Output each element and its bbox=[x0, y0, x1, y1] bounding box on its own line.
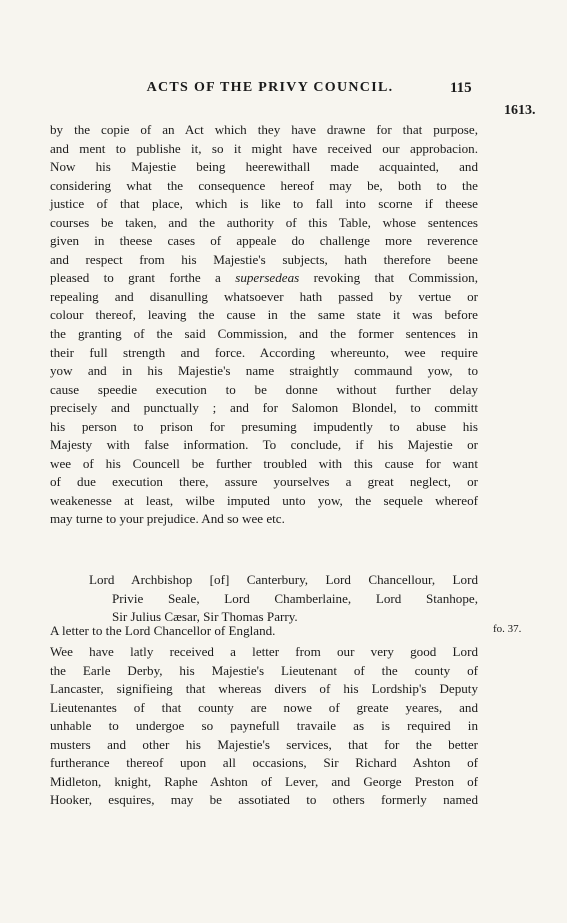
text-line: Lancaster, signifieing that whereas divers of his Lordship's Deputy bbox=[50, 681, 478, 697]
text-line: their full strength and force. According whereunto, wee require bbox=[50, 344, 478, 360]
text-line: may turne to your prejudice. And so wee etc. bbox=[50, 511, 285, 527]
text-line: yow and in his Majestie's name straightly commaund yow, to bbox=[50, 363, 478, 379]
running-head bbox=[0, 80, 567, 100]
text-line: cause speedie execution to be donne without further delay bbox=[50, 381, 478, 397]
text-line: courses be taken, and the authority of this Table, whose sentences bbox=[50, 214, 478, 230]
text-line: wee of his Councell be further troubled with this cause for want bbox=[50, 455, 478, 471]
paragraph-two bbox=[50, 643, 478, 810]
text-line: precisely and punctually ; and for Salomon Blondel, to committ bbox=[50, 400, 478, 416]
signatory-line: Lord Archbishop [of] Canterbury, Lord Chancellour, Lord bbox=[89, 572, 478, 587]
text-line: Majesty with false information. To conclude, if his Majestie or bbox=[50, 437, 478, 453]
text-line: repealing and disanulling whatsoever hath passed by vertue or bbox=[50, 288, 478, 304]
text-line: justice of that place, which is like to fall into scorne if theese bbox=[50, 196, 478, 212]
text-line: the Earle Derby, his Majestie's Lieutenant of the county of bbox=[50, 662, 478, 678]
signatory-line: Privie Seale, Lord Chamberlaine, Lord Stanhope, bbox=[112, 590, 478, 606]
text-line: Lieutenantes of that county are nowe of greate yeares, and bbox=[50, 699, 478, 715]
signatories bbox=[50, 571, 478, 627]
text-line: weakenesse at least, wilbe imputed unto yow, the sequele whereof bbox=[50, 492, 478, 508]
text-line: colour thereof, leaving the cause in the same state it was before bbox=[50, 307, 478, 323]
running-title: ACTS OF THE PRIVY COUNCIL. bbox=[146, 80, 394, 95]
text-line: his person to prison for presuming impudently to abuse his bbox=[50, 418, 478, 434]
signatory-line: Sir Julius Cæsar, Sir Thomas Parry. bbox=[112, 609, 298, 625]
letter-heading-text: A letter to the Lord Chancellor of England. bbox=[50, 623, 276, 638]
body-text bbox=[50, 121, 478, 808]
text-line: unhable to undergoe so paynefull travaile as is required in bbox=[50, 718, 478, 734]
text-line: and ment to publishe it, so it might have received our approbacion. bbox=[50, 140, 478, 156]
text-line: furtherance thereof upon all occasions, Sir Richard Ashton of bbox=[50, 755, 478, 771]
text-line: the granting of the said Commission, and the former sentences in bbox=[50, 326, 478, 342]
page-number: 115 bbox=[450, 80, 472, 96]
paragraph-one bbox=[50, 121, 478, 529]
text-line: considering what the consequence hereof may be, both to the bbox=[50, 177, 478, 193]
text-line: Wee have latly received a letter from our very good Lord bbox=[50, 644, 478, 659]
margin-folio-note: fo. 37. bbox=[493, 623, 522, 635]
text-line: by the copie of an Act which they have drawne for that purpose, bbox=[50, 122, 478, 137]
margin-year-note: 1613. bbox=[504, 103, 536, 118]
text-line: Hooker, esquires, may be assotiated to others formerly named bbox=[50, 792, 478, 808]
text-line: Midleton, knight, Raphe Ashton of Lever, and George Preston of bbox=[50, 773, 478, 789]
text-line: and respect from his Majestie's subjects, hath therefore beene bbox=[50, 251, 478, 267]
text-line: of due execution there, assure yourselves a great neglect, or bbox=[50, 474, 478, 490]
text-line: Now his Majestie being heerewithall made acquainted, and bbox=[50, 159, 478, 175]
text-line: given in theese cases of appeale do challenge more reverence bbox=[50, 233, 478, 249]
letter-heading bbox=[50, 622, 478, 641]
text-line: pleased to grant forthe a supersedeas revoking that Commission, bbox=[50, 270, 478, 286]
text-line: musters and other his Majestie's services, that for the better bbox=[50, 736, 478, 752]
